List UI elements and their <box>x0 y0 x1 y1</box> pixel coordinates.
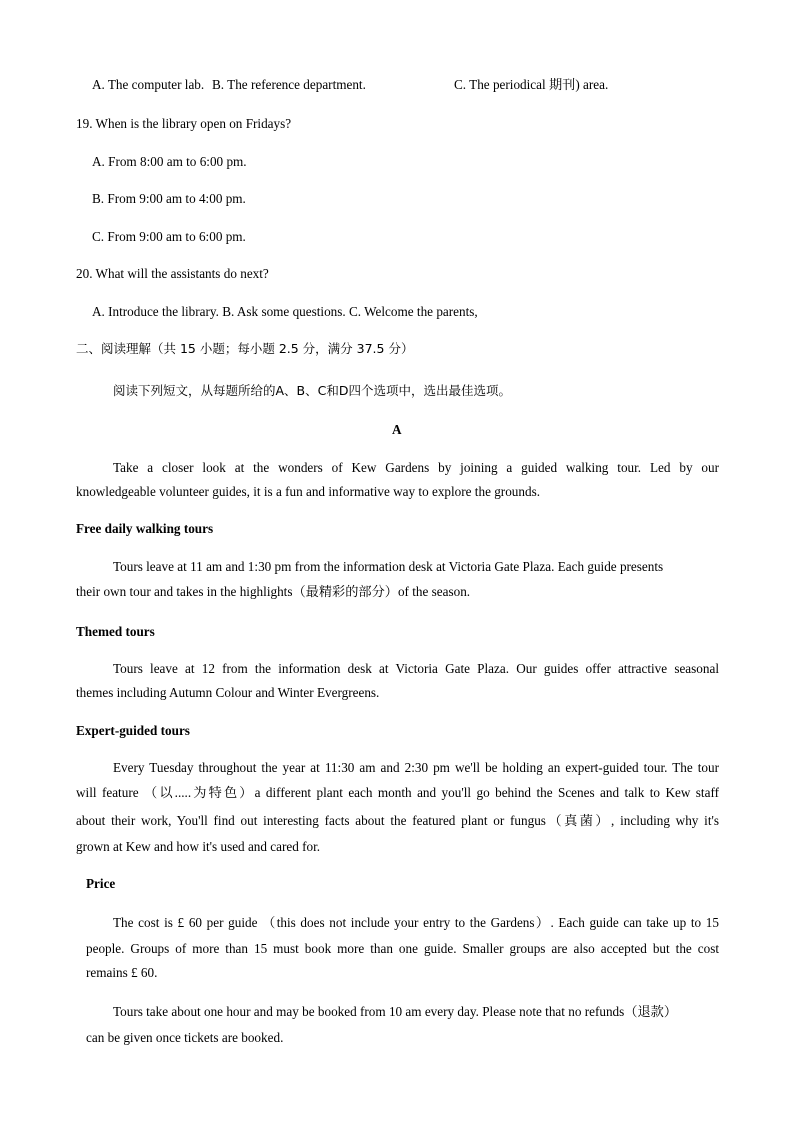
price-line-3: remains £ 60. <box>86 965 158 980</box>
q19-option-a: A. From 8:00 am to 6:00 pm. <box>92 154 247 169</box>
expert-line-3: about their work, You'll find out interesting facts about the featured plant or fungus（真菌）, including why it's <box>76 813 719 828</box>
section-instruction: 阅读下列短文，从每题所给的A、B、C和D四个选项中，选出最佳选项。 <box>113 383 511 398</box>
price-line-1: The cost is £ 60 per guide （this does not include your entry to the Gardens）. Each guide can take up to 15 <box>113 915 719 930</box>
free-tours-heading: Free daily walking tours <box>76 521 214 536</box>
passage-label: A <box>392 422 402 437</box>
themed-line-1: Tours leave at 12 from the information desk at Victoria Gate Plaza. Our guides offer attractive seasonal <box>113 661 719 676</box>
section-heading: 二、阅读理解（共 15 小题；每小题 2.5 分，满分 37.5 分） <box>76 341 414 356</box>
expert-line-2: will feature （以.....为特色）a different plant each month and you'll go behind the Scenes and talk to Kew staff <box>76 785 719 800</box>
themed-tours-heading: Themed tours <box>76 624 155 639</box>
expert-line-1: Every Tuesday throughout the year at 11:30 am and 2:30 pm we'll be holding an expert-guided tour. The tour <box>113 760 719 775</box>
intro-line-2: knowledgeable volunteer guides, it is a fun and informative way to explore the grounds. <box>76 484 541 499</box>
free-line-2: their own tour and takes in the highlights（最精彩的部分）of the season. <box>76 584 471 599</box>
booking-line-1: Tours take about one hour and may be booked from 10 am every day. Please note that no refunds（退款） <box>113 1004 678 1019</box>
free-line-1: Tours leave at 11 am and 1:30 pm from the information desk at Victoria Gate Plaza. Each guide presents <box>113 559 664 574</box>
q20-options: A. Introduce the library. B. Ask some questions. C. Welcome the parents, <box>92 304 478 319</box>
q18-option-a: A. The computer lab. <box>92 77 205 92</box>
q20-stem: 20. What will the assistants do next? <box>76 266 269 281</box>
q19-option-b: B. From 9:00 am to 4:00 pm. <box>92 191 246 206</box>
price-heading: Price <box>86 876 116 891</box>
q18-option-c: C. The periodical 期刊) area. <box>454 77 609 92</box>
booking-line-2: can be given once tickets are booked. <box>86 1030 284 1045</box>
intro-line-1: Take a closer look at the wonders of Kew Gardens by joining a guided walking tour. Led by our <box>113 460 719 475</box>
expert-line-4: grown at Kew and how it's used and cared for. <box>76 839 321 854</box>
expert-tours-heading: Expert-guided tours <box>76 723 190 738</box>
q19-option-c: C. From 9:00 am to 6:00 pm. <box>92 229 246 244</box>
themed-line-2: themes including Autumn Colour and Winter Evergreens. <box>76 685 380 700</box>
q19-stem: 19. When is the library open on Fridays? <box>76 116 292 131</box>
price-line-2: people. Groups of more than 15 must book more than one guide. Smaller groups are also accepted but the cost <box>86 941 719 956</box>
q18-option-b: B. The reference department. <box>212 77 366 92</box>
